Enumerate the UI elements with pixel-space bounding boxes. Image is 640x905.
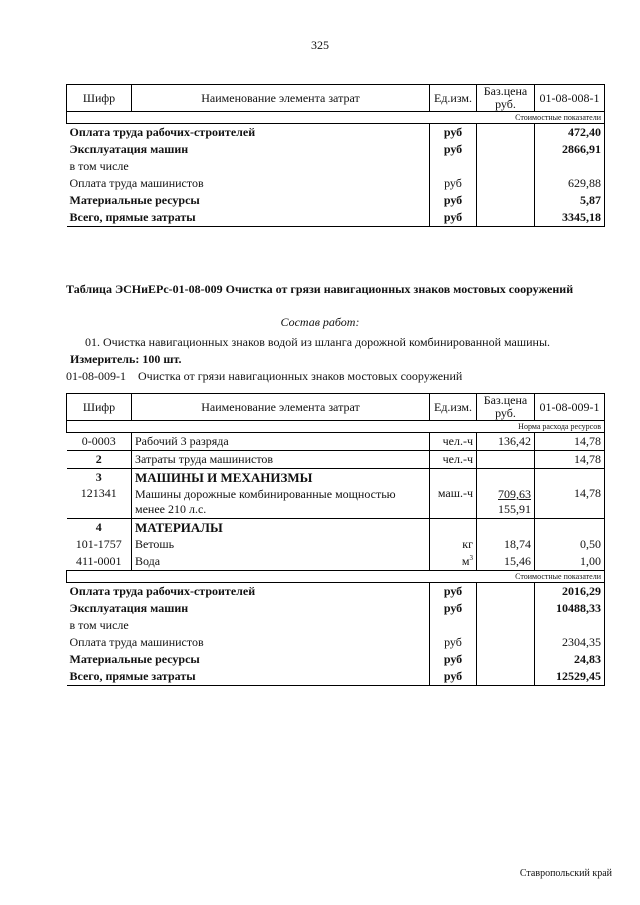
table-row (67, 141, 605, 158)
row-price: 15,46 (477, 553, 535, 571)
header-rate-code: 01-08-008-1 (535, 85, 605, 112)
row-value: 12529,45 (535, 668, 605, 686)
row-value: 1,00 (535, 553, 605, 571)
row-unit: руб (430, 141, 477, 158)
row-code: 411-0001 (67, 553, 132, 571)
row-name: Рабочий 3 разряда (132, 433, 430, 451)
header-name: Наименование элемента затрат (132, 85, 430, 112)
row-unit: руб (430, 651, 477, 668)
table-row (67, 158, 605, 175)
row-price: 18,74 (477, 536, 535, 553)
row-value: 2016,29 (535, 583, 605, 601)
row-price (477, 486, 535, 519)
row-value: 14,78 (535, 433, 605, 451)
header-name: Наименование элемента затрат (132, 394, 430, 421)
resource-table-01-08-009-1 (66, 393, 605, 686)
table-row (67, 486, 605, 519)
row-unit-base: м (461, 554, 470, 568)
cost-section-label: Стоимостные показатели (67, 112, 605, 124)
row-unit: чел.-ч (430, 433, 477, 451)
row-name-line1: Машины дорожные комбинированные мощностью (135, 487, 396, 501)
row-unit: руб (430, 634, 477, 651)
row-unit: руб (430, 600, 477, 617)
row-unit: чел.-ч (430, 451, 477, 469)
resource-section-label: Норма расхода ресурсов (67, 421, 605, 433)
row-code: 0-0003 (67, 433, 132, 451)
composition-label: Состав работ: (280, 315, 360, 329)
row-name: в том числе (67, 617, 430, 634)
row-name: Ветошь (132, 536, 430, 553)
group-name: МАШИНЫ И МЕХАНИЗМЫ (132, 469, 430, 487)
row-name: Оплата труда рабочих-строителей (67, 124, 430, 142)
header-unit: Ед.изм. (430, 394, 477, 421)
row-name: Всего, прямые затраты (67, 209, 430, 227)
table-row (67, 634, 605, 651)
row-name: Материальные ресурсы (67, 192, 430, 209)
row-value: 5,87 (535, 192, 605, 209)
row-name: в том числе (67, 158, 430, 175)
group-code: 3 (67, 469, 132, 487)
row-code: 2 (67, 451, 132, 469)
row-unit: руб (430, 668, 477, 686)
table-row (67, 433, 605, 451)
row-value: 2866,91 (535, 141, 605, 158)
table-row (67, 175, 605, 192)
row-value: 14,78 (535, 451, 605, 469)
row-unit (430, 553, 477, 571)
cost-table-01-08-008-1 (66, 84, 605, 227)
row-name: Вода (132, 553, 430, 571)
work-item: 01. Очистка навигационных знаков водой из шланга дорожной комбинированной машины. (85, 335, 551, 349)
row-name: Материальные ресурсы (67, 651, 430, 668)
row-value: 0,50 (535, 536, 605, 553)
row-unit: кг (430, 536, 477, 553)
row-unit (430, 158, 477, 175)
row-unit: маш.-ч (430, 486, 477, 519)
table-row (67, 553, 605, 571)
table-row (67, 451, 605, 469)
row-name: Оплата труда рабочих-строителей (67, 583, 430, 601)
row-code: 121341 (67, 486, 132, 519)
table-row (67, 668, 605, 686)
row-value: 2304,35 (535, 634, 605, 651)
row-unit: руб (430, 175, 477, 192)
row-unit (430, 617, 477, 634)
header-base-price-line2: руб. (495, 406, 516, 420)
row-value (535, 617, 605, 634)
table-row (67, 617, 605, 634)
table-row (67, 583, 605, 601)
row-price: 136,42 (477, 433, 535, 451)
row-name: Эксплуатация машин (67, 141, 430, 158)
page-footer: Ставропольский край (519, 868, 612, 879)
row-unit: руб (430, 209, 477, 227)
group-row (67, 519, 605, 537)
table-row (67, 651, 605, 668)
row-value: 14,78 (535, 486, 605, 519)
row-price-line2: 155,91 (498, 502, 531, 516)
header-base-price-line2: руб. (495, 97, 516, 111)
header-code: Шифр (67, 85, 132, 112)
row-name: Оплата труда машинистов (67, 634, 430, 651)
table-row (67, 209, 605, 227)
header-code: Шифр (67, 394, 132, 421)
table-header-row (67, 85, 605, 112)
row-value (535, 158, 605, 175)
header-unit: Ед.изм. (430, 85, 477, 112)
row-name-line2: менее 210 л.с. (135, 502, 207, 516)
row-price-line1: 709,63 (498, 487, 531, 501)
table-row (67, 192, 605, 209)
header-rate-code: 01-08-009-1 (535, 394, 605, 421)
row-value: 629,88 (535, 175, 605, 192)
group-row (67, 469, 605, 487)
row-value: 3345,18 (535, 209, 605, 227)
row-name (132, 486, 430, 519)
header-base-price-line1: Баз.цена (483, 393, 528, 407)
group-code: 4 (67, 519, 132, 537)
row-name: Всего, прямые затраты (67, 668, 430, 686)
section-title: Таблица ЭСНиЕРс-01-08-009 Очистка от грязи навигационных знаков мостовых сооружений (66, 282, 574, 296)
cost-section-label: Стоимостные показатели (67, 571, 605, 583)
header-base-price (477, 85, 535, 112)
row-name: Эксплуатация машин (67, 600, 430, 617)
row-price (477, 451, 535, 469)
row-unit: руб (430, 583, 477, 601)
row-name: Оплата труда машинистов (67, 175, 430, 192)
table-row (67, 536, 605, 553)
group-name: МАТЕРИАЛЫ (132, 519, 430, 537)
row-unit: руб (430, 192, 477, 209)
meter-label: Измеритель: 100 шт. (70, 352, 182, 366)
row-value: 472,40 (535, 124, 605, 142)
table-header-row (67, 394, 605, 421)
row-value: 24,83 (535, 651, 605, 668)
row-code: 101-1757 (67, 536, 132, 553)
row-value: 10488,33 (535, 600, 605, 617)
header-base-price-line1: Баз.цена (483, 84, 528, 98)
row-name: Затраты труда машинистов (132, 451, 430, 469)
rate-code-line: 01-08-009-1 Очистка от грязи навигационных знаков мостовых сооружений (66, 369, 463, 383)
page-number: 325 (311, 38, 329, 52)
table-row (67, 600, 605, 617)
row-unit: руб (430, 124, 477, 142)
header-base-price (477, 394, 535, 421)
table-row (67, 124, 605, 142)
row-unit-exponent: 3 (469, 554, 473, 562)
